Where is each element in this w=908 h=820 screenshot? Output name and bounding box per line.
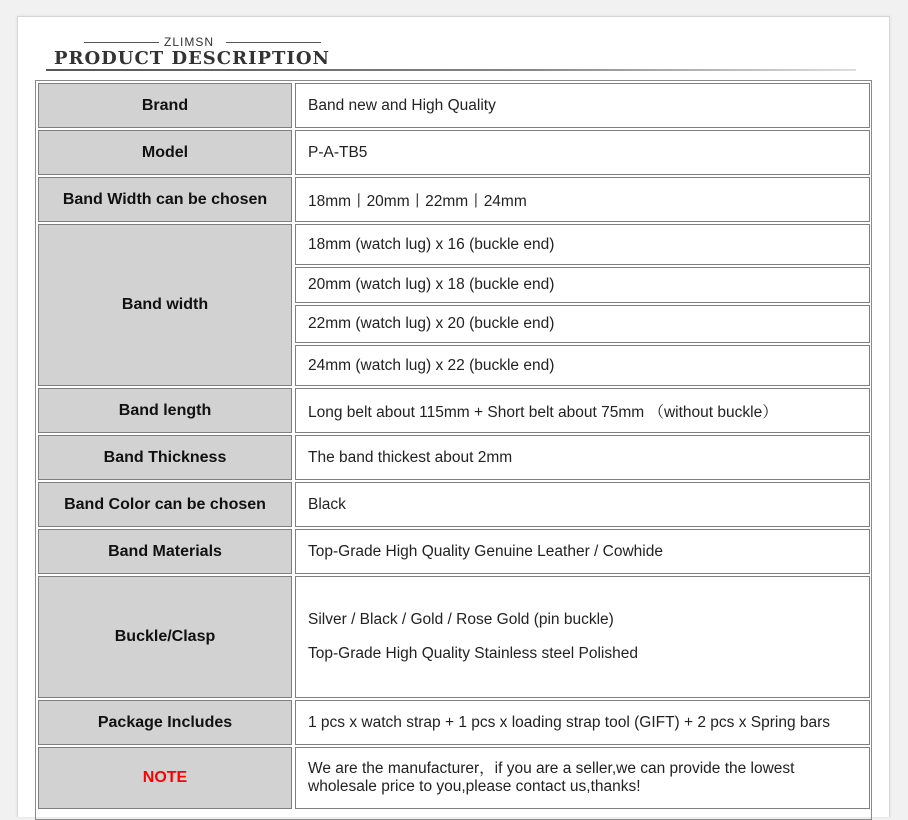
band-width-value-1 — [295, 224, 870, 265]
note-line: wholesale price to you,please contact us,thanks! — [308, 778, 641, 795]
note-value — [295, 747, 870, 809]
brand-value-text: Band new and High Quality — [308, 96, 496, 114]
band-width-value-4 — [295, 345, 870, 386]
thickness-label: Band Thickness — [38, 435, 292, 480]
width-choice-label: Band Width can be chosen — [38, 177, 292, 222]
buckle-value-text: Top-Grade High Quality Stainless steel Polished — [308, 645, 638, 662]
buckle-value — [295, 576, 870, 698]
spec-table — [35, 80, 872, 820]
buckle-label: Buckle/Clasp — [38, 576, 292, 698]
model-label: Model — [38, 130, 292, 175]
color-label: Band Color can be chosen — [38, 482, 292, 527]
brand-value — [295, 83, 870, 128]
materials-value — [295, 529, 870, 574]
note-label: NOTE — [38, 747, 292, 809]
band-length-value-text: Long belt about 115mm + Short belt about 75mm （without buckle） — [308, 403, 778, 421]
width-choice-value — [295, 177, 870, 222]
band-width-value-3 — [295, 305, 870, 343]
description-header — [44, 35, 864, 75]
band-length-label: Band length — [38, 388, 292, 433]
heading-rule — [46, 69, 856, 71]
color-value — [295, 482, 870, 527]
band-width-value-2 — [295, 267, 870, 303]
package-value — [295, 700, 870, 745]
thickness-value — [295, 435, 870, 480]
thickness-value-text: The band thickest about 2mm — [308, 448, 513, 466]
band-width-value-text: 24mm (watch lug) x 22 (buckle end) — [308, 356, 555, 374]
brand-rule-right — [226, 42, 321, 43]
note-line: We are the manufacturer，if you are a seller,we can provide the lowest — [308, 760, 795, 777]
band-width-value-text: 22mm (watch lug) x 20 (buckle end) — [308, 315, 555, 332]
model-value-text: P-A-TB5 — [308, 143, 368, 161]
package-value-text: 1 pcs x watch strap + 1 pcs x loading strap tool (GIFT) + 2 pcs x Spring bars — [308, 713, 831, 731]
package-label: Package Includes — [38, 700, 292, 745]
product-description-panel — [17, 16, 890, 817]
band-length-value — [295, 388, 870, 433]
brand-label: Brand — [38, 83, 292, 128]
brand-rule-left — [84, 42, 159, 43]
color-value-text: Black — [308, 495, 346, 513]
brand-mark: ZLIMSN — [164, 35, 215, 49]
band-width-value-text: 18mm (watch lug) x 16 (buckle end) — [308, 235, 555, 253]
width-choice-value-text: 18mm丨20mm丨22mm丨24mm — [308, 192, 527, 210]
buckle-value-text: Silver / Black / Gold / Rose Gold (pin buckle) — [308, 611, 614, 628]
materials-value-text: Top-Grade High Quality Genuine Leather / Cowhide — [308, 542, 663, 560]
model-value — [295, 130, 870, 175]
band-width-label: Band width — [38, 224, 292, 386]
materials-label: Band Materials — [38, 529, 292, 574]
band-width-value-text: 20mm (watch lug) x 18 (buckle end) — [308, 276, 555, 293]
page-title: PRODUCT DESCRIPTION — [54, 48, 330, 69]
